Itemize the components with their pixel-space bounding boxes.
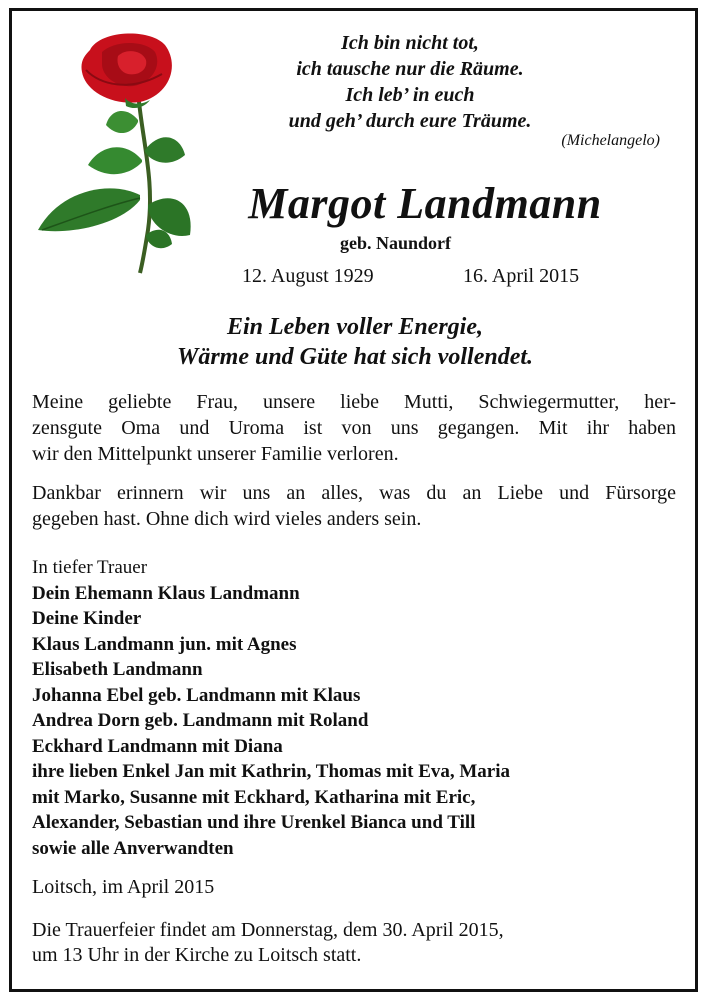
death-date: 16. April 2015 [463, 265, 580, 287]
place-date: Loitsch, im April 2015 [32, 876, 215, 898]
service-line-2: um 13 Uhr in der Kirche zu Loitsch statt. [32, 944, 362, 966]
poem [230, 30, 590, 134]
poem-line: Ich bin nicht tot, [341, 32, 479, 54]
rose-illustration [30, 30, 200, 275]
mourner-line: Alexander, Sebastian und ihre Urenkel Bianca und Till [32, 812, 476, 833]
poem-line: Ich leb’ in euch [345, 84, 475, 106]
paragraph-line: Dankbar erinnern wir uns an alles, was du an Liebe und Fürsorge [32, 482, 676, 504]
service-line-1: Die Trauerfeier findet am Donnerstag, dem 30. April 2015, [32, 919, 504, 941]
paragraph-1 [32, 389, 676, 467]
poem-line: ich tausche nur die Räume. [296, 58, 524, 80]
mourner-line: Andrea Dorn geb. Landmann mit Roland [32, 710, 369, 731]
paragraph-line: Meine geliebte Frau, unsere liebe Mutti, Schwiegermutter, her- [32, 391, 676, 413]
mourner-line: Elisabeth Landmann [32, 659, 203, 680]
mourner-line: Deine Kinder [32, 608, 142, 629]
headline-line-1: Ein Leben voller Energie, [227, 314, 483, 340]
leaf-mid-right [145, 137, 185, 162]
leaf-left-large [38, 188, 140, 231]
mourner-line: mit Marko, Susanne mit Eckhard, Katharina mit Eric, [32, 786, 476, 808]
mourner-line: Klaus Landmann jun. mit Agnes [32, 633, 297, 655]
paragraph-2 [32, 480, 676, 532]
paragraph-line: zensgute Oma und Uroma ist von uns gegangen. Mit ihr haben [32, 417, 676, 439]
mourner-line: Eckhard Landmann mit Diana [32, 735, 283, 757]
mourners-intro: In tiefer Trauer [32, 557, 148, 578]
leaf-upper [106, 111, 138, 133]
mourners-list [32, 555, 672, 861]
poem-author: (Michelangelo) [561, 132, 660, 149]
mourner-line: Dein Ehemann Klaus Landmann [32, 582, 300, 604]
paragraph-line: wir den Mittelpunkt unserer Familie verloren. [32, 443, 399, 465]
birth-name: geb. Naundorf [340, 233, 452, 253]
mourner-line: Johanna Ebel geb. Landmann mit Klaus [32, 684, 361, 706]
funeral-service-info [32, 918, 504, 968]
birth-date: 12. August 1929 [242, 265, 374, 287]
headline-line-2: Wärme und Güte hat sich vollendet. [176, 344, 534, 370]
paragraph-line: gegeben hast. Ohne dich wird vieles anders sein. [32, 508, 422, 530]
rose-stem [138, 92, 150, 273]
mourner-line: sowie alle Anverwandten [32, 837, 234, 859]
leaf-right [148, 198, 191, 236]
deceased-name: Margot Landmann [248, 179, 602, 228]
poem-line: und geh’ durch eure Träume. [288, 110, 532, 132]
mourner-line: ihre lieben Enkel Jan mit Kathrin, Thomas mit Eva, Maria [32, 761, 511, 782]
headline [40, 312, 670, 372]
leaf-mid-left [88, 147, 142, 174]
